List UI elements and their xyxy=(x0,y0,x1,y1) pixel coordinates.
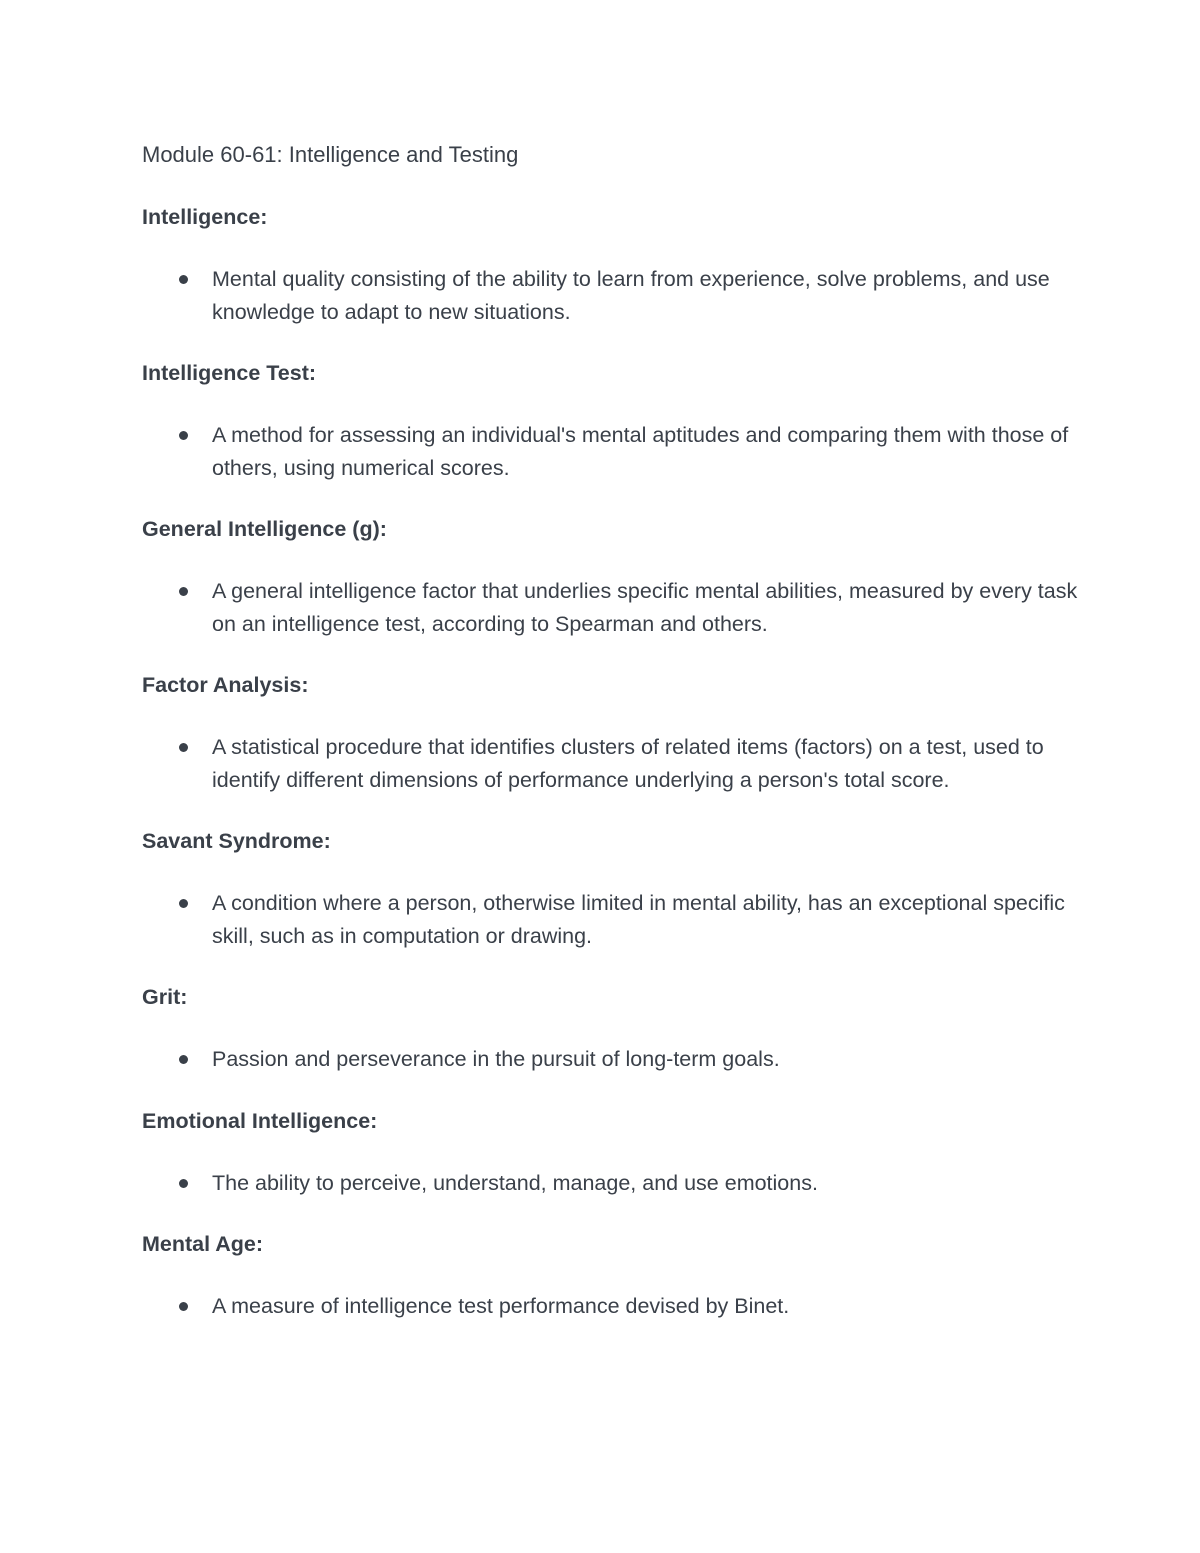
definition-item xyxy=(142,887,1082,952)
definition-item xyxy=(142,1043,1082,1076)
term-heading: Emotional Intelligence: xyxy=(142,1108,378,1133)
term-heading: Factor Analysis: xyxy=(142,673,309,697)
term-general-intelligence xyxy=(142,513,1082,640)
definition-item xyxy=(142,1290,1082,1323)
definition-item xyxy=(142,263,1082,328)
term-grit xyxy=(142,981,1082,1076)
bullet-icon xyxy=(179,1302,188,1311)
definition-item xyxy=(142,1167,1082,1200)
definition-item xyxy=(142,419,1082,484)
definition-list xyxy=(142,1167,1082,1200)
term-emotional-intelligence xyxy=(142,1105,1082,1200)
definition-list xyxy=(142,1290,1082,1323)
definition-item xyxy=(142,731,1082,796)
definition-list xyxy=(142,575,1082,640)
definition-text: A measure of intelligence test performance devised by Binet. xyxy=(212,1294,790,1318)
document-page xyxy=(142,138,1082,1352)
definition-text: Passion and perseverance in the pursuit of long-term goals. xyxy=(212,1047,780,1071)
bullet-icon xyxy=(179,899,188,908)
bullet-icon xyxy=(179,587,188,596)
definition-text: A statistical procedure that identifies clusters of related items (factors) on a test, used to identify different dimensions of performance underlying a person's total score. xyxy=(212,735,1044,792)
bullet-icon xyxy=(179,1055,188,1064)
term-heading: General Intelligence (g): xyxy=(142,517,387,541)
definition-text: Mental quality consisting of the ability to learn from experience, solve problems, and use knowledge to adapt to new situations. xyxy=(212,267,1050,324)
term-intelligence xyxy=(142,201,1082,328)
definition-text: A condition where a person, otherwise limited in mental ability, has an exceptional specific skill, such as in computation or drawing. xyxy=(212,891,1065,948)
definition-item xyxy=(142,575,1082,640)
term-factor-analysis xyxy=(142,669,1082,796)
document-title: Module 60-61: Intelligence and Testing xyxy=(142,142,519,167)
definition-text: The ability to perceive, understand, manage, and use emotions. xyxy=(212,1170,818,1195)
term-heading: Intelligence Test: xyxy=(142,361,317,385)
term-heading: Savant Syndrome: xyxy=(142,829,331,853)
definition-text: A method for assessing an individual's mental aptitudes and comparing them with those of others, using numerical scores. xyxy=(212,423,1069,480)
bullet-icon xyxy=(179,431,188,440)
definition-list xyxy=(142,1043,1082,1076)
term-intelligence-test xyxy=(142,357,1082,484)
bullet-icon xyxy=(179,1179,188,1188)
term-savant-syndrome xyxy=(142,825,1082,952)
definition-list xyxy=(142,419,1082,484)
bullet-icon xyxy=(179,743,188,752)
definition-list xyxy=(142,731,1082,796)
term-heading: Mental Age: xyxy=(142,1232,264,1256)
term-heading: Intelligence: xyxy=(142,205,268,229)
definition-text: A general intelligence factor that underlies specific mental abilities, measured by every task on an intelligence test, according to Spearman and others. xyxy=(212,579,1078,636)
term-heading: Grit: xyxy=(142,985,188,1009)
definition-list xyxy=(142,263,1082,328)
bullet-icon xyxy=(179,275,188,284)
definition-list xyxy=(142,887,1082,952)
term-mental-age xyxy=(142,1228,1082,1323)
